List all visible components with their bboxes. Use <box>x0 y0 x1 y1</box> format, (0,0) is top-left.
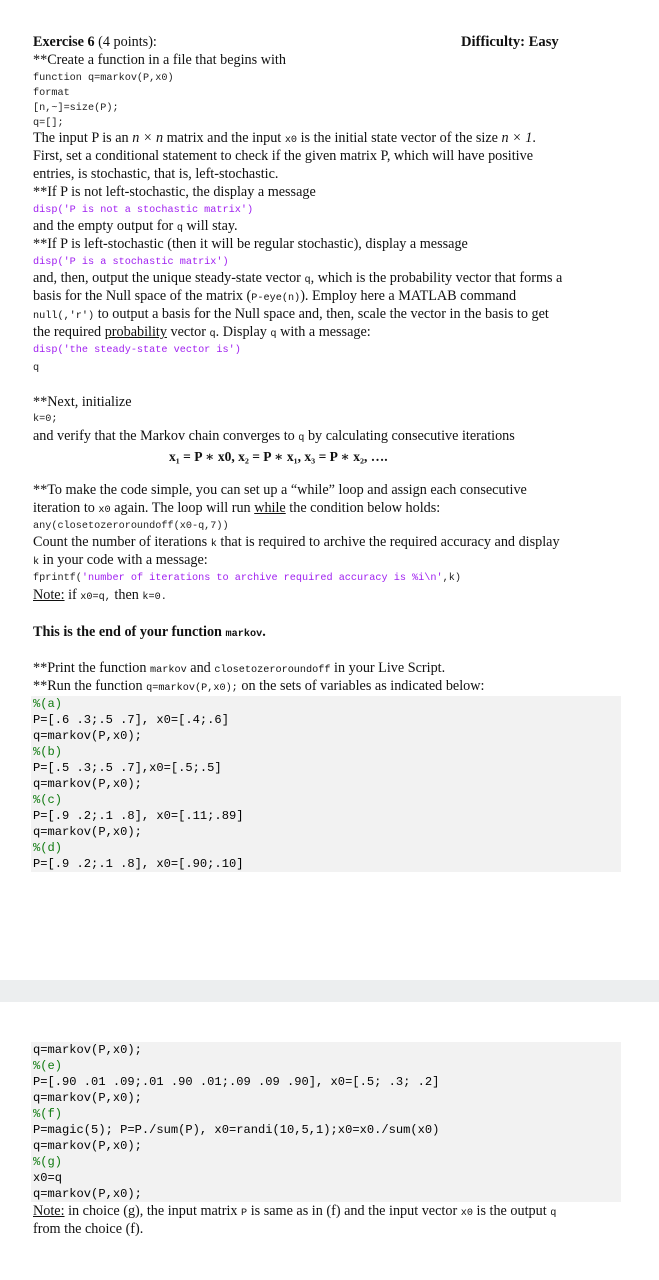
line-null-command <box>33 306 549 325</box>
t: the condition below holds: <box>285 500 441 516</box>
t: is the initial state vector of the size <box>297 130 502 146</box>
t: P-eye(n) <box>251 293 301 304</box>
t: in your Live Script. <box>330 660 446 676</box>
code-line: x0=q <box>33 1171 63 1185</box>
code-disp-is: disp('P is a stochastic matrix') <box>33 257 229 268</box>
code-line: q=markov(P,x0); <box>33 1187 142 1201</box>
exercise-heading <box>33 34 157 51</box>
t: in your code with a message: <box>39 552 208 568</box>
code-function-text: function q=markov(P,x0) <box>33 73 174 84</box>
code-comment-line: %(a) <box>33 697 63 711</box>
t: q <box>270 329 277 340</box>
line-null-space <box>33 288 516 307</box>
t: **Run the function <box>33 678 147 694</box>
line-end-function <box>33 624 266 643</box>
line-probability <box>33 324 371 343</box>
line-print-function <box>33 660 445 679</box>
t: by calculating consecutive iterations <box>304 428 515 444</box>
t: fprintf( <box>33 573 82 584</box>
line-is-stochastic: **If P is left-stochastic (then it will be regular stochastic), display a message <box>33 236 468 252</box>
line-entries: entries, is stochastic, that is, left-stochastic. <box>33 166 279 182</box>
t: ). Employ here a MATLAB command <box>300 288 517 304</box>
code-line: P=magic(5); P=P./sum(P), x0=randi(10,5,1);x0=x0./sum(x0) <box>33 1123 440 1137</box>
t: the required <box>33 324 105 340</box>
t: and verify that the Markov chain converges to <box>33 428 299 444</box>
code-line: P=[.6 .3;.5 .7], x0=[.4;.6] <box>33 713 229 727</box>
t: while <box>254 500 286 516</box>
line-count <box>33 534 560 553</box>
t: x0 <box>460 1208 473 1219</box>
t: x0 <box>98 505 111 516</box>
t: q <box>298 433 305 444</box>
t: with a message: <box>276 324 371 340</box>
t: on the sets of variables as indicated below: <box>237 678 485 694</box>
code-line: P=[.90 .01 .09;.01 .90 .01;.09 .09 .90], x0=[.5; .3; .2] <box>33 1075 440 1089</box>
t: Note: <box>33 587 65 603</box>
line-run-function <box>33 678 484 697</box>
t: q <box>209 329 216 340</box>
t: null(,'r') <box>33 311 95 322</box>
line-empty-output <box>33 218 238 237</box>
t: . <box>262 624 266 640</box>
t: . <box>532 130 536 146</box>
code-line: P=[.5 .3;.5 .7],x0=[.5;.5] <box>33 761 222 775</box>
code-size: [n,~]=size(P); <box>33 103 119 114</box>
code-k0: k=0; <box>33 414 58 425</box>
t: basis for the Null space of the matrix ( <box>33 288 252 304</box>
t: q <box>176 223 183 234</box>
t: **Print the function <box>33 660 151 676</box>
line-note-g <box>33 1203 556 1222</box>
code-line: P=[.9 .2;.1 .8], x0=[.11;.89] <box>33 809 244 823</box>
code-line: q=markov(P,x0); <box>33 825 142 839</box>
line-from-choice: from the choice (f). <box>33 1221 144 1237</box>
t: to output a basis for the Null space and, then, scale the vector in the basis to get <box>94 306 549 322</box>
code-line: P=[.9 .2;.1 .8], x0=[.90;.10] <box>33 857 244 871</box>
t: then <box>110 587 143 603</box>
line-initialize: **Next, initialize <box>33 394 132 410</box>
line-note-k0 <box>33 587 167 606</box>
code-comment-line: %(c) <box>33 793 63 807</box>
t: closetozeroroundoff <box>214 665 331 676</box>
t: . Display <box>215 324 271 340</box>
t: n × 1 <box>501 130 533 146</box>
exercise-title: Exercise 6 <box>33 34 95 50</box>
t: 'number of iterations to archive required accuracy is %i\n' <box>81 573 443 584</box>
t: markov <box>225 629 263 640</box>
code-comment-line: %(g) <box>33 1155 63 1169</box>
t: k=0. <box>142 592 167 603</box>
t: iteration to <box>33 500 99 516</box>
t: q <box>304 275 311 286</box>
t: matrix and the input <box>163 130 285 146</box>
t: if <box>64 587 81 603</box>
t: vector <box>166 324 210 340</box>
code-q: q <box>33 363 40 374</box>
t: Count the number of iterations <box>33 534 211 550</box>
line-iteration <box>33 500 440 519</box>
t: and the empty output for <box>33 218 177 234</box>
line-input-desc <box>33 130 536 149</box>
t: k <box>33 557 40 568</box>
code-line: q=markov(P,x0); <box>33 777 142 791</box>
t: Note: <box>33 1203 65 1219</box>
exercise-points: (4 points): <box>98 34 157 50</box>
code-format: format <box>33 88 70 99</box>
t: and <box>186 660 215 676</box>
t: q=markov(P,x0); <box>146 683 238 694</box>
line-steady-state <box>33 270 562 289</box>
line-first-set: First, set a conditional statement to check if the given matrix P, which will have positive <box>33 148 534 164</box>
code-line: q=markov(P,x0); <box>33 729 142 743</box>
code-any-condition: any(closetozeroroundoff(x0-q,7)) <box>33 521 229 532</box>
code-block-1 <box>31 696 621 872</box>
code-line: q=markov(P,x0); <box>33 1091 142 1105</box>
code-fprintf <box>33 570 461 587</box>
t: k <box>210 539 217 550</box>
code-line: q=markov(P,x0); <box>33 1043 142 1057</box>
line-while-loop: **To make the code simple, you can set up a “while” loop and assign each consecutive <box>33 482 527 498</box>
code-comment-line: %(e) <box>33 1059 63 1073</box>
code-comment-line: %(d) <box>33 841 63 855</box>
iteration-formula: x₁ = P ∗ x0, x₂ = P ∗ x₁, x₃ = P ∗ x₂, …. <box>169 449 388 464</box>
t: x0=q, <box>80 592 111 603</box>
t: q <box>550 1208 557 1219</box>
t: that is required to archive the required accuracy and display <box>216 534 560 550</box>
t: The input P is an <box>33 130 133 146</box>
t: again. The loop will run <box>110 500 255 516</box>
code-disp-not: disp('P is not a stochastic matrix') <box>33 205 254 216</box>
t: n × n <box>132 130 164 146</box>
code-q-empty: q=[]; <box>33 118 64 129</box>
t: in choice (g), the input matrix <box>64 1203 242 1219</box>
t: probability <box>104 324 167 340</box>
t: This is the end of your function <box>33 624 226 640</box>
code-comment-line: %(f) <box>33 1107 63 1121</box>
line-display-k <box>33 552 208 571</box>
code-block-2 <box>31 1042 621 1202</box>
t: ,k) <box>442 573 461 584</box>
t: x0 <box>284 135 298 146</box>
t: markov <box>150 665 187 676</box>
line-create-function: **Create a function in a file that begins with <box>33 52 286 68</box>
page-separator <box>0 980 659 1002</box>
code-comment-line: %(b) <box>33 745 63 759</box>
t: will stay. <box>182 218 238 234</box>
code-line: q=markov(P,x0); <box>33 1139 142 1153</box>
line-not-stochastic: **If P is not left-stochastic, the display a message <box>33 184 316 200</box>
difficulty-label: Difficulty: Easy <box>461 34 559 50</box>
t: P <box>241 1208 248 1219</box>
t: is same as in (f) and the input vector <box>247 1203 461 1219</box>
code-disp-steady: disp('the steady-state vector is') <box>33 345 241 356</box>
t: and, then, output the unique steady-state vector <box>33 270 305 286</box>
t: is the output <box>472 1203 551 1219</box>
line-verify <box>33 428 515 447</box>
t: , which is the probability vector that forms a <box>310 270 563 286</box>
